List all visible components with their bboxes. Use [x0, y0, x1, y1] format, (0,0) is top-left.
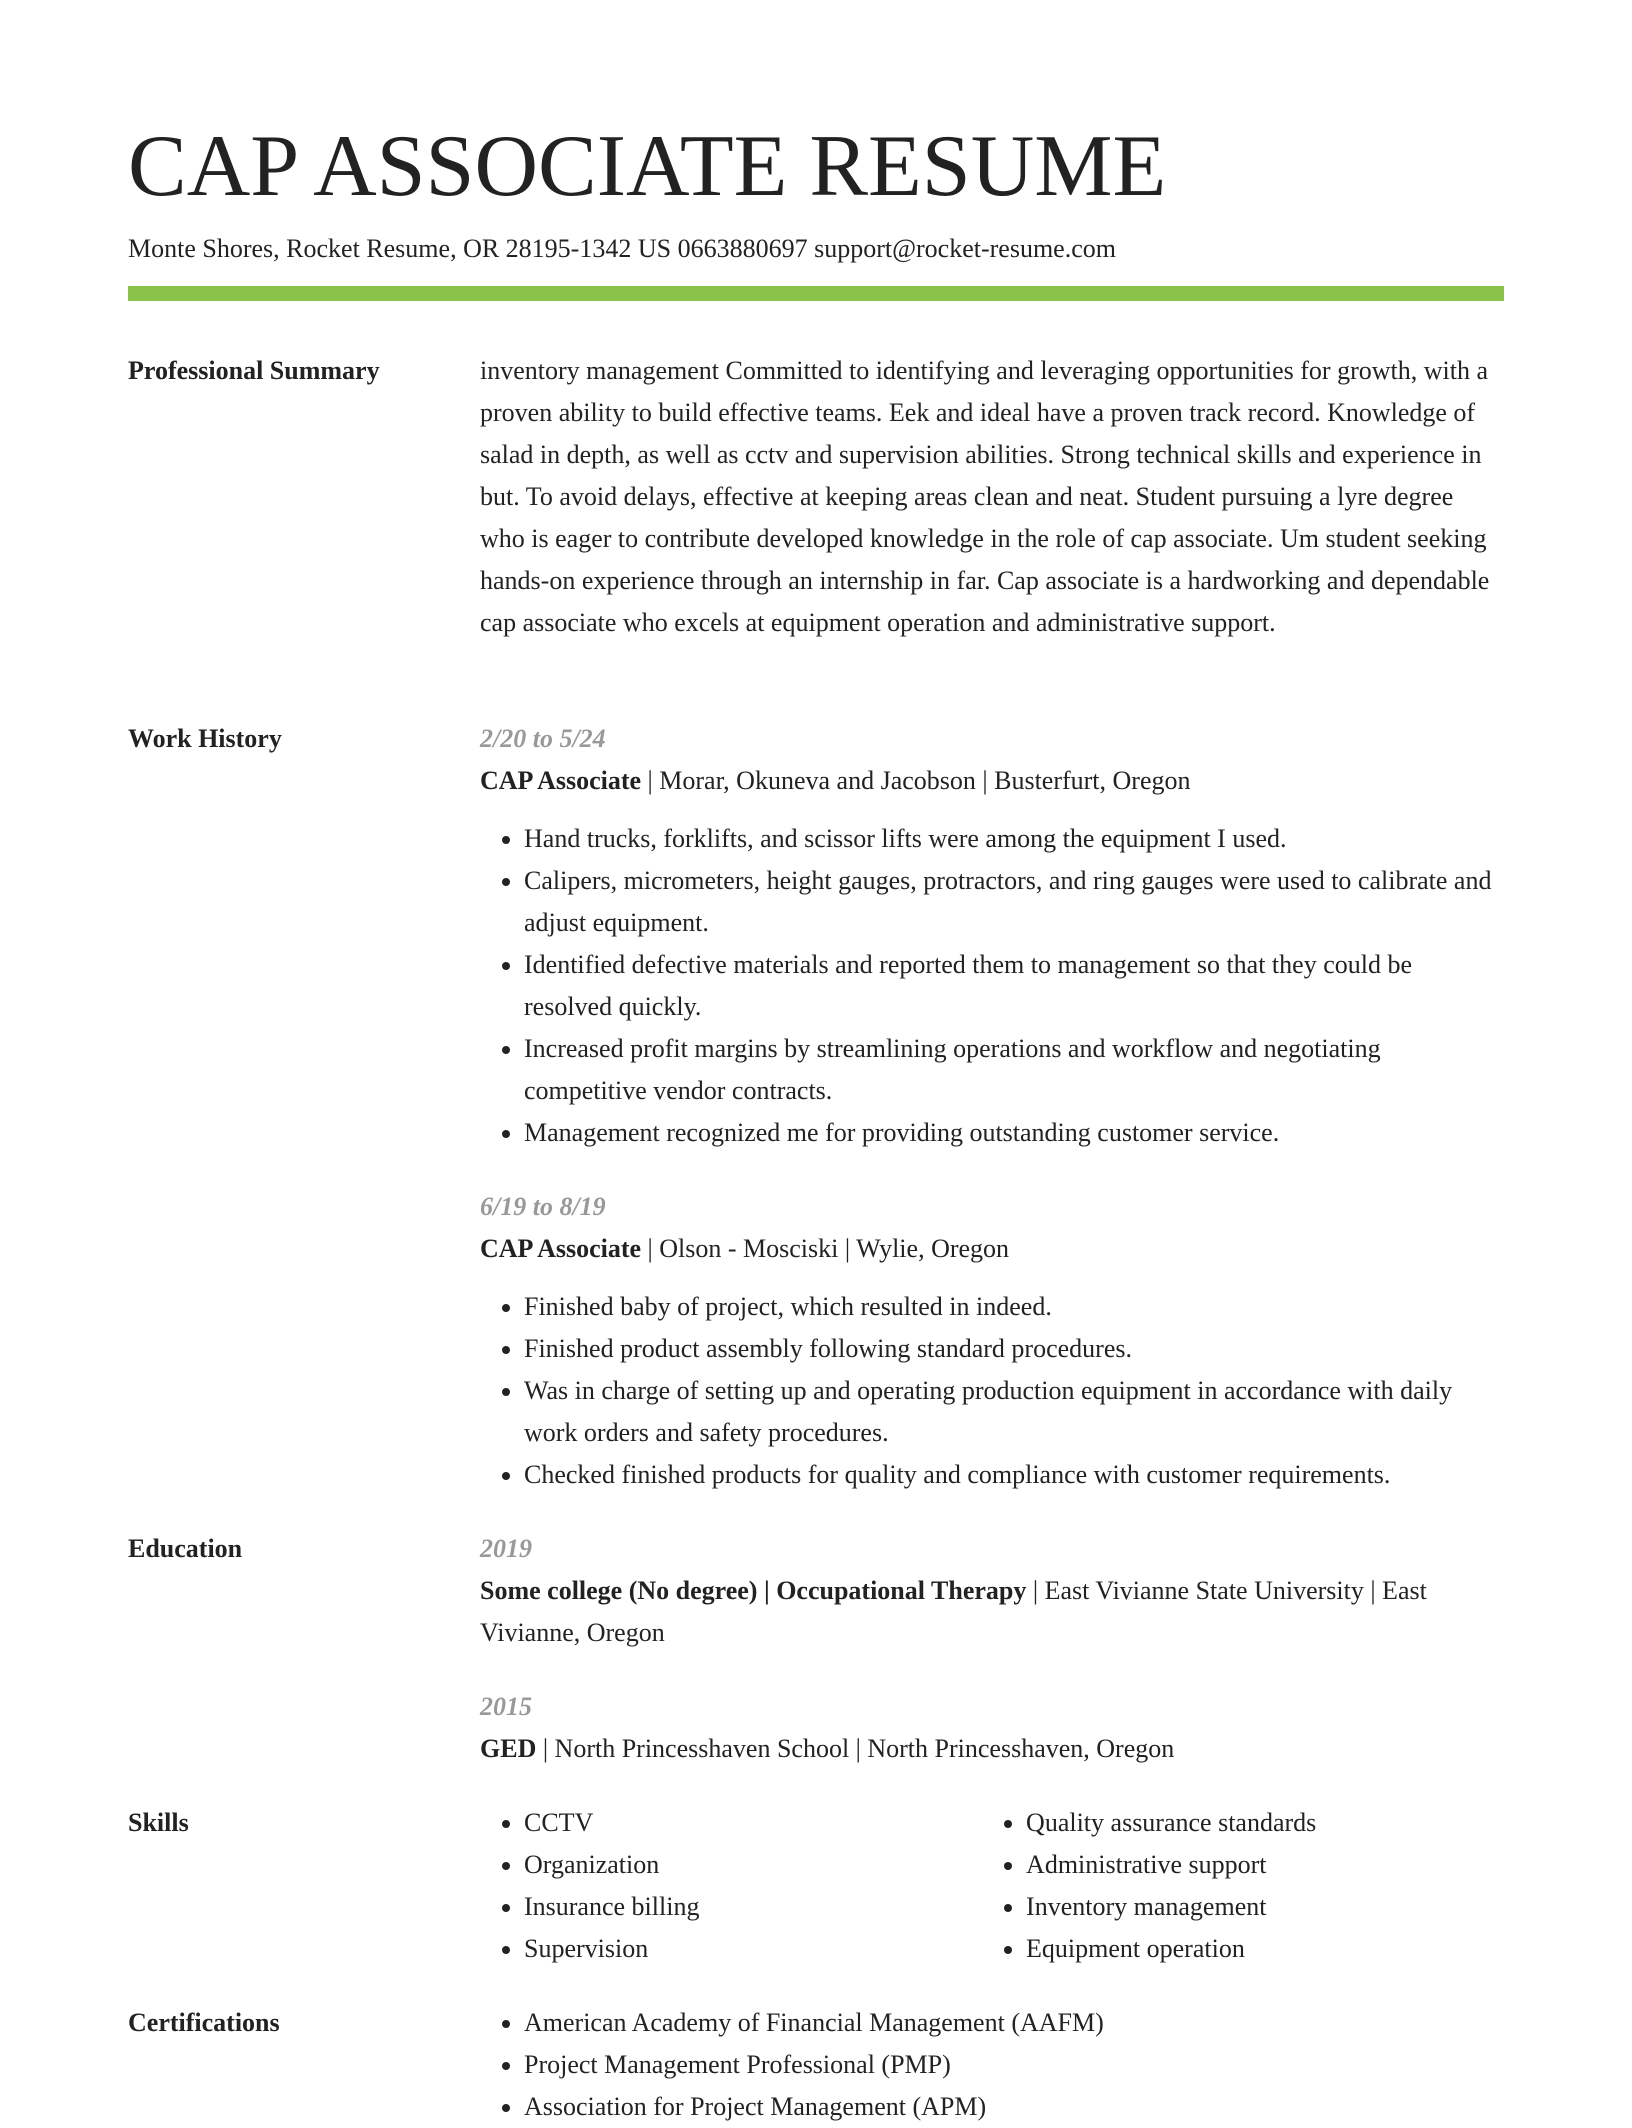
summary-text: inventory management Committed to identifying and leveraging opportunities for growth, with a proven ability to build effective teams. Eek and ideal have a proven track record. Knowledge of salad in depth, as well as cctv and supervision abilities. Strong technical skills and experience in but. To avoid delays, effective at keeping areas clean and neat. Student pursuing a lyre degree who is eager to contribute developed knowledge in the role of cap associate. Um student seeking hands-on experience through an internship in far. Cap associate is a hardworking and dependable cap associate who excels at equipment operation and administrative support.: [480, 356, 1490, 637]
education-entry: [480, 1528, 1504, 1654]
job-bullet: • Checked finished products for quality and compliance with customer requirements.: [524, 1454, 1504, 1496]
skill-item: • Administrative support: [1026, 1844, 1504, 1886]
resume-title: CAP ASSOCIATE RESUME: [128, 118, 1167, 215]
education-degree: GED: [480, 1734, 537, 1763]
education-details: | East Vivianne State University | East Vivianne, Oregon: [480, 1576, 1427, 1647]
education-year: 2019: [480, 1534, 532, 1563]
education-details: | North Princesshaven School | North Princesshaven, Oregon: [536, 1734, 1175, 1763]
education-heading: [480, 1570, 1504, 1654]
job-dates: 2/20 to 5/24: [480, 724, 606, 753]
job-bullet: • Identified defective materials and reported them to management so that they could be resolved quickly.: [524, 944, 1504, 1028]
job-bullet: • Was in charge of setting up and operating production equipment in accordance with daily work orders and safety procedures.: [524, 1370, 1504, 1454]
skill-item: • Inventory management: [1026, 1886, 1504, 1928]
education-heading: [480, 1728, 1504, 1770]
job-details: | Olson - Mosciski | Wylie, Oregon: [641, 1234, 1010, 1263]
certification-item: • Association for Project Management (APM): [524, 2086, 1504, 2128]
job-bullet: • Finished baby of project, which resulted in indeed.: [524, 1286, 1504, 1328]
job-bullet: • Increased profit margins by streamlining operations and workflow and negotiating competitive vendor contracts.: [524, 1028, 1504, 1112]
education-year: 2015: [480, 1692, 532, 1721]
job-bullet: • Finished product assembly following standard procedures.: [524, 1328, 1504, 1370]
job-dates: 6/19 to 8/19: [480, 1192, 606, 1221]
skill-item: • CCTV: [524, 1802, 982, 1844]
job-details: | Morar, Okuneva and Jacobson | Busterfurt, Oregon: [641, 766, 1191, 795]
job-bullet: • Hand trucks, forklifts, and scissor lifts were among the equipment I used.: [524, 818, 1504, 860]
skill-item: • Organization: [524, 1844, 982, 1886]
skills-list-left: [480, 1802, 982, 1970]
contact-line: Monte Shores, Rocket Resume, OR 28195-1342 US 0663880697 support@rocket-resume.com: [128, 234, 1116, 263]
skill-item: • Supervision: [524, 1928, 982, 1970]
job-entry: [480, 718, 1504, 1154]
education-entry: [480, 1686, 1504, 1770]
skill-item: • Equipment operation: [1026, 1928, 1504, 1970]
job-title: CAP Associate: [480, 1234, 642, 1263]
certification-item: • Project Management Professional (PMP): [524, 2044, 1504, 2086]
job-bullets: [480, 818, 1504, 1154]
work-history-label: Work History: [128, 724, 282, 753]
accent-divider: [128, 286, 1504, 301]
skill-item: • Insurance billing: [524, 1886, 982, 1928]
job-heading: [480, 1228, 1504, 1270]
skill-item: • Quality assurance standards: [1026, 1802, 1504, 1844]
job-title: CAP Associate: [480, 766, 642, 795]
job-bullet: • Management recognized me for providing outstanding customer service.: [524, 1112, 1504, 1154]
education-degree: Some college (No degree) | Occupational Therapy: [480, 1576, 1027, 1605]
job-entry: [480, 1186, 1504, 1496]
skills-columns: [480, 1802, 1504, 1970]
job-bullets: [480, 1286, 1504, 1496]
skills-list-right: [982, 1802, 1504, 1970]
certifications-label: Certifications: [128, 2008, 280, 2037]
job-heading: [480, 760, 1504, 802]
summary-label: Professional Summary: [128, 356, 380, 385]
skills-label: Skills: [128, 1808, 189, 1837]
education-label: Education: [128, 1534, 243, 1563]
certification-item: • American Academy of Financial Management (AAFM): [524, 2002, 1504, 2044]
job-bullet: • Calipers, micrometers, height gauges, protractors, and ring gauges were used to calibrate and adjust equipment.: [524, 860, 1504, 944]
certifications-list: [480, 2002, 1504, 2128]
